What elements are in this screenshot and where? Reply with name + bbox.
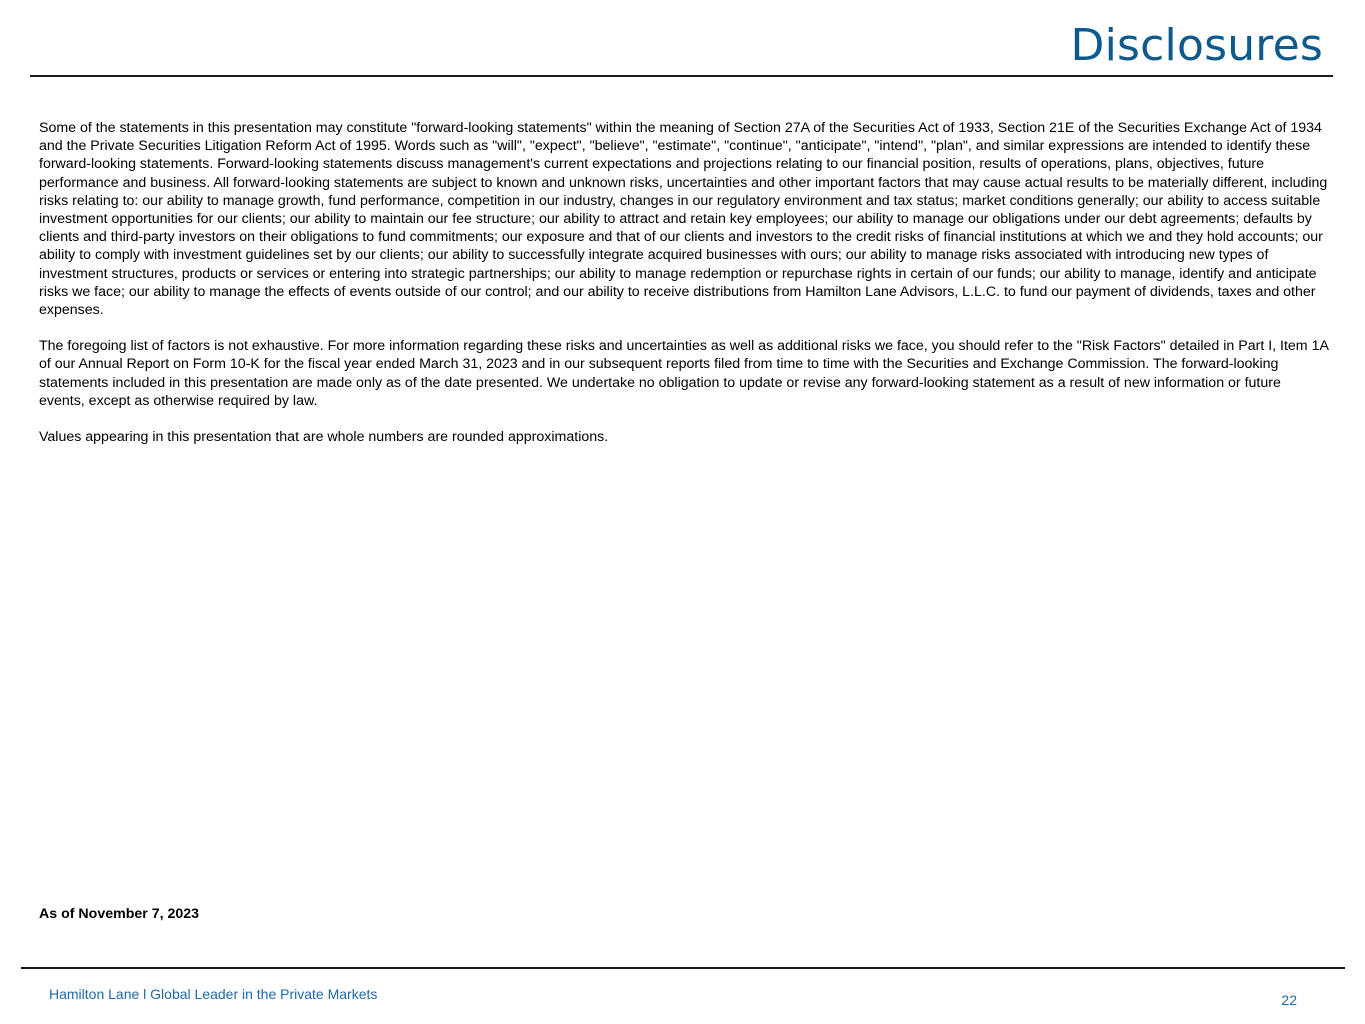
page-number: 22 <box>1281 992 1297 1008</box>
title-divider <box>30 75 1333 77</box>
disclosure-paragraph-forward-looking: Some of the statements in this presentation may constitute "forward-looking statements" within the meaning of Section 27A of the Securities Act of 1933, Section 21E of the Securities Exchange Act of 1934 and the Private Securities Litigation Reform Act of 1995. Words such as "will", "expect", "believe", "estimate", "continue", "anticipate", "intend", "plan", and similar expressions are intended to identify these forward-looking statements. Forward-looking statements discuss management's current expectations and projections relating to our financial position, results of operations, plans, objectives, future performance and business. All forward-looking statements are subject to known and unknown risks, uncertainties and other important factors that may cause actual results to be materially different, including risks relating to: our ability to manage growth, fund performance, competition in our industry, changes in our regulatory environment and tax status; market conditions generally; our ability to access suitable investment opportunities for our clients; our ability to maintain our fee structure; our ability to attract and retain key employees; our ability to manage our obligations under our debt agreements; defaults by clients and third-party investors on their obligations to fund commitments; our exposure and that of our clients and investors to the credit risks of financial institutions at which we and they hold accounts; our ability to comply with investment guidelines set by our clients; our ability to successfully integrate acquired businesses with ours; our ability to manage risks associated with introducing new types of investment structures, products or services or entering into strategic partnerships; our ability to manage redemption or repurchase rights in certain of our funds; our ability to manage, identify and anticipate risks we face; our ability to manage the effects of events outside of our control; and our ability to receive distributions from Hamilton Lane Advisors, L.L.C. to fund our payment of dividends, taxes and other expenses. <box>39 120 1328 319</box>
as-of-date: As of November 7, 2023 <box>39 906 200 922</box>
disclosure-paragraph-rounding: Values appearing in this presentation that are whole numbers are rounded approximations. <box>39 429 609 446</box>
page-title: Disclosures <box>1070 20 1323 71</box>
footer-divider <box>21 967 1345 969</box>
disclosure-body <box>39 119 1329 464</box>
footer-tagline: Hamilton Lane l Global Leader in the Private Markets <box>49 986 378 1002</box>
disclosure-paragraph-risk-factors: The foregoing list of factors is not exhaustive. For more information regarding these risks and uncertainties as well as additional risks we face, you should refer to the "Risk Factors" detailed in Part I, Item 1A of our Annual Report on Form 10-K for the fiscal year ended March 31, 2023 and in our subsequent reports filed from time to time with the Securities and Exchange Commission. The forward-looking statements included in this presentation are made only as of the date presented. We undertake no obligation to update or revise any forward-looking statement as a result of new information or future events, except as otherwise required by law. <box>39 338 1329 409</box>
